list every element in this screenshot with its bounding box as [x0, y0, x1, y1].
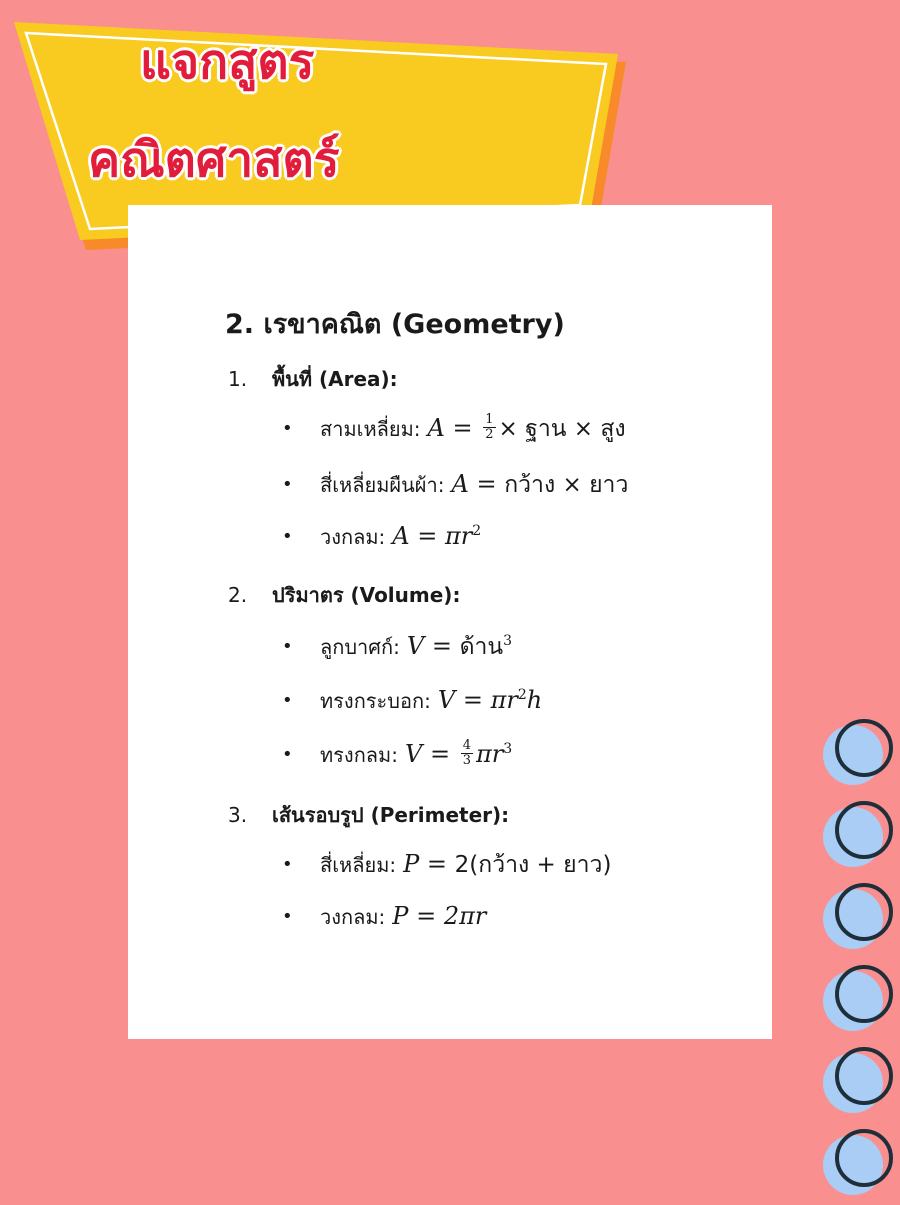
subsection-number: 1. [228, 367, 248, 391]
formula-rectangle-area [282, 467, 628, 503]
formula-expression: P = 2πr [392, 902, 487, 930]
formula-variable: V [437, 686, 456, 714]
ring-icon [815, 961, 900, 1041]
bullet-icon: • [282, 744, 293, 765]
formula-triangle-area [282, 411, 626, 447]
ring-outline [835, 883, 893, 941]
subsection-perimeter [228, 799, 509, 831]
formula-rest: πr [475, 740, 504, 768]
formula-expression: V = ด้าน$^3$ [406, 632, 513, 660]
formula-circle-area [282, 521, 481, 553]
subsection-number: 3. [228, 803, 248, 827]
formula-variable: P [392, 902, 409, 930]
formula-exponent: 2 [517, 687, 527, 703]
formula-exponent: 3 [503, 741, 513, 757]
formula-expression: V = $\frac{4}{3}$ $\pi r^3$ [404, 738, 513, 768]
ring-outline [835, 1047, 893, 1105]
formula-expression: $V = \pi r^2h$ [437, 686, 543, 714]
formula-variable: A [427, 414, 445, 442]
ring-icon [815, 1125, 900, 1205]
formula-label: สามเหลี่ยม: [320, 417, 421, 441]
formula-rest: × ฐาน × สูง [498, 416, 626, 442]
formula-expression: P = 2(กว้าง + ยาว) [403, 850, 612, 878]
bullet-icon: • [282, 636, 293, 657]
formula-card [128, 205, 772, 1039]
formula-variable: V [404, 740, 423, 768]
formula-rest: πr [445, 522, 473, 550]
ring-icon [815, 879, 900, 959]
formula-expression: A = $\frac{1}{2}$ × ฐาน × สูง [427, 412, 626, 442]
formula-exponent: 3 [503, 633, 513, 649]
formula-cube-volume [282, 629, 512, 665]
bullet-icon: • [282, 418, 293, 439]
formula-variable: V [406, 632, 425, 660]
ring-outline [835, 1129, 893, 1187]
bullet-icon: • [282, 854, 293, 875]
bullet-icon: • [282, 474, 293, 495]
formula-rest: 2(กว้าง + ยาว) [454, 852, 612, 878]
ring-icon [815, 715, 900, 795]
fraction [461, 739, 473, 767]
formula-cylinder-volume [282, 685, 542, 717]
formula-variable: A [451, 470, 469, 498]
ring-outline [835, 719, 893, 777]
ring-outline [835, 965, 893, 1023]
fraction-denominator: 3 [462, 753, 471, 768]
formula-label: ทรงกลม: [320, 743, 398, 767]
formula-rest: πr [490, 686, 518, 714]
formula-label: วงกลม: [320, 525, 386, 549]
binder-rings [815, 715, 900, 1200]
section-title: 2. เรขาคณิต (Geometry) [225, 309, 565, 340]
formula-expression: $A = \pi r^2$ [392, 522, 482, 550]
subsection-area [228, 363, 398, 395]
formula-sphere-volume [282, 739, 512, 771]
formula-rest: ด้าน [459, 634, 504, 660]
subsection-title: พื้นที่ (Area): [272, 367, 398, 391]
subsection-title: ปริมาตร (Volume): [272, 583, 461, 607]
formula-label: สี่เหลี่ยมผืนผ้า: [320, 473, 445, 497]
formula-exponent: 2 [472, 523, 482, 539]
ring-icon [815, 797, 900, 877]
banner-title-line2: คณิตศาสตร์ [88, 132, 340, 188]
formula-rest: กว้าง × ยาว [504, 472, 629, 498]
fraction-denominator: 2 [485, 427, 494, 442]
formula-circle-perimeter [282, 901, 486, 933]
formula-height-variable: h [526, 686, 543, 714]
subsection-volume [228, 579, 460, 611]
fraction-numerator: 4 [462, 738, 471, 754]
formula-rectangle-perimeter [282, 847, 611, 883]
formula-variable: A [392, 522, 410, 550]
ring-icon [815, 1043, 900, 1123]
formula-expression: A = กว้าง × ยาว [451, 470, 629, 498]
fraction-numerator: 1 [485, 412, 494, 428]
ring-outline [835, 801, 893, 859]
formula-label: ทรงกระบอก: [320, 689, 431, 713]
bullet-icon: • [282, 906, 293, 927]
banner-title-line1: แจกสูตร [140, 34, 315, 90]
fraction [483, 413, 495, 441]
formula-label: ลูกบาศก์: [320, 635, 400, 659]
formula-variable: P [403, 850, 420, 878]
formula-rest: 2πr [443, 902, 487, 930]
formula-label: สี่เหลี่ยม: [320, 853, 397, 877]
subsection-title: เส้นรอบรูป (Perimeter): [272, 803, 510, 827]
bullet-icon: • [282, 690, 293, 711]
subsection-number: 2. [228, 583, 248, 607]
formula-label: วงกลม: [320, 905, 386, 929]
bullet-icon: • [282, 526, 293, 547]
